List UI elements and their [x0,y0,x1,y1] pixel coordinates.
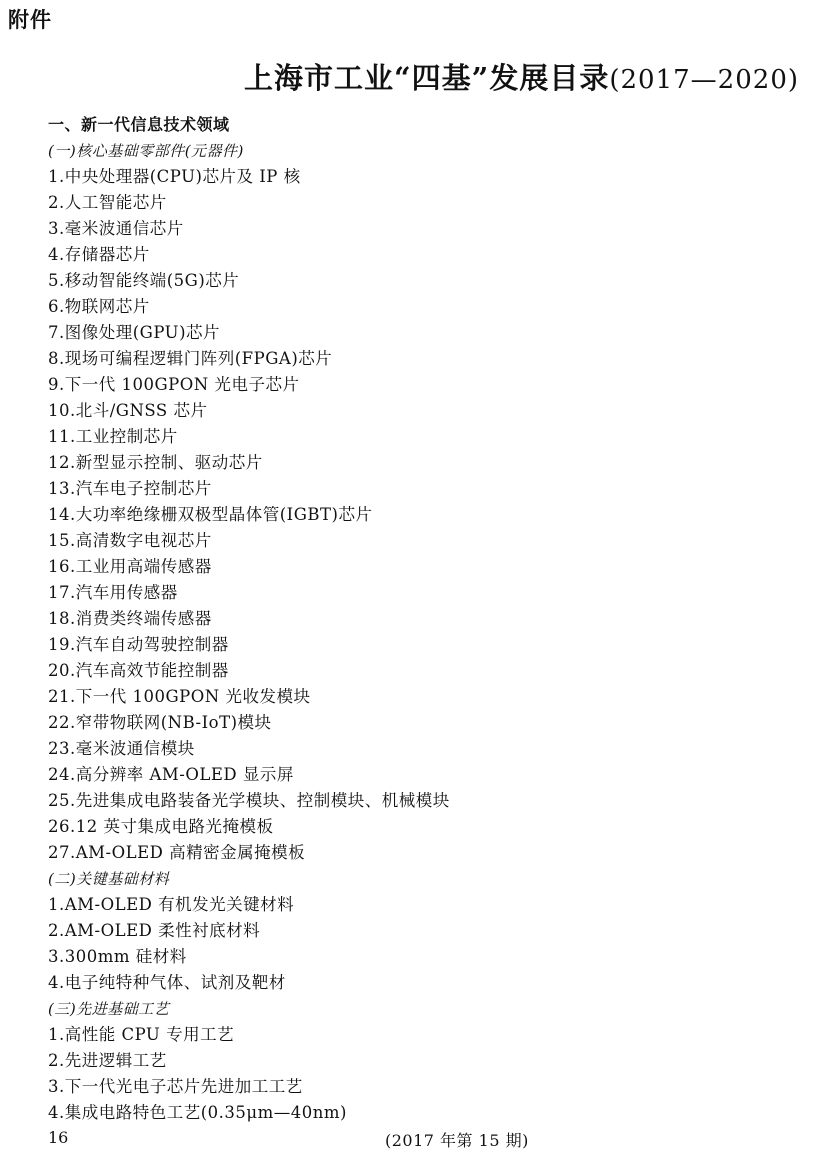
list-item: 6.物联网芯片 [48,297,150,316]
title-text: 上海市工业“四基”发展目录 [244,61,610,95]
title-years: (2017—2020) [609,65,799,95]
list-item: 22.窄带物联网(NB-IoT)模块 [48,713,272,732]
list-item: 11.工业控制芯片 [48,427,178,446]
list-item: 5.移动智能终端(5G)芯片 [48,271,240,290]
list-item: 18.消费类终端传感器 [48,609,212,628]
list-item: 2.人工智能芯片 [48,193,167,212]
list-item: 1.高性能 CPU 专用工艺 [48,1025,235,1044]
list-item: 23.毫米波通信模块 [48,739,195,758]
issue-label: (2017 年第 15 期) [385,1131,529,1150]
list-item: 20.汽车高效节能控制器 [48,661,229,680]
list-item: 27.AM-OLED 高精密金属掩模板 [48,843,306,862]
catalog-list [48,112,808,1126]
list-item: 15.高清数字电视芯片 [48,531,212,550]
list-item: 4.集成电路特色工艺(0.35μm—40nm) [48,1103,347,1122]
list-item: 3.300mm 硅材料 [48,947,187,966]
list-item: 4.存储器芯片 [48,245,150,264]
subsection-heading: (一)核心基础零部件(元器件) [48,142,244,160]
list-item: 2.AM-OLED 柔性衬底材料 [48,921,261,940]
list-item: 9.下一代 100GPON 光电子芯片 [48,375,300,394]
list-item: 16.工业用高端传感器 [48,557,212,576]
list-item: 3.毫米波通信芯片 [48,219,184,238]
subsection-heading: (三)先进基础工艺 [48,1000,170,1018]
list-item: 25.先进集成电路装备光学模块、控制模块、机械模块 [48,791,450,810]
list-item: 14.大功率绝缘栅双极型晶体管(IGBT)芯片 [48,505,373,524]
list-item: 2.先进逻辑工艺 [48,1051,167,1070]
page-number: 16 [48,1128,69,1147]
attachment-label: 附件 [8,8,52,32]
list-item: 1.AM-OLED 有机发光关键材料 [48,895,295,914]
list-item: 3.下一代光电子芯片先进加工工艺 [48,1077,303,1096]
subsection-heading: (二)关键基础材料 [48,870,170,888]
list-item: 7.图像处理(GPU)芯片 [48,323,221,342]
section-heading: 一、新一代信息技术领域 [48,115,230,134]
list-item: 10.北斗/GNSS 芯片 [48,401,208,420]
list-item: 21.下一代 100GPON 光收发模块 [48,687,311,706]
list-item: 1.中央处理器(CPU)芯片及 IP 核 [48,167,301,186]
list-item: 24.高分辨率 AM-OLED 显示屏 [48,765,294,784]
list-item: 4.电子纯特种气体、试剂及靶材 [48,973,286,992]
list-item: 26.12 英寸集成电路光掩模板 [48,817,274,836]
list-item: 19.汽车自动驾驶控制器 [48,635,229,654]
list-item: 12.新型显示控制、驱动芯片 [48,453,263,472]
document-title [0,56,799,97]
list-item: 8.现场可编程逻辑门阵列(FPGA)芯片 [48,349,333,368]
list-item: 17.汽车用传感器 [48,583,178,602]
list-item: 13.汽车电子控制芯片 [48,479,212,498]
